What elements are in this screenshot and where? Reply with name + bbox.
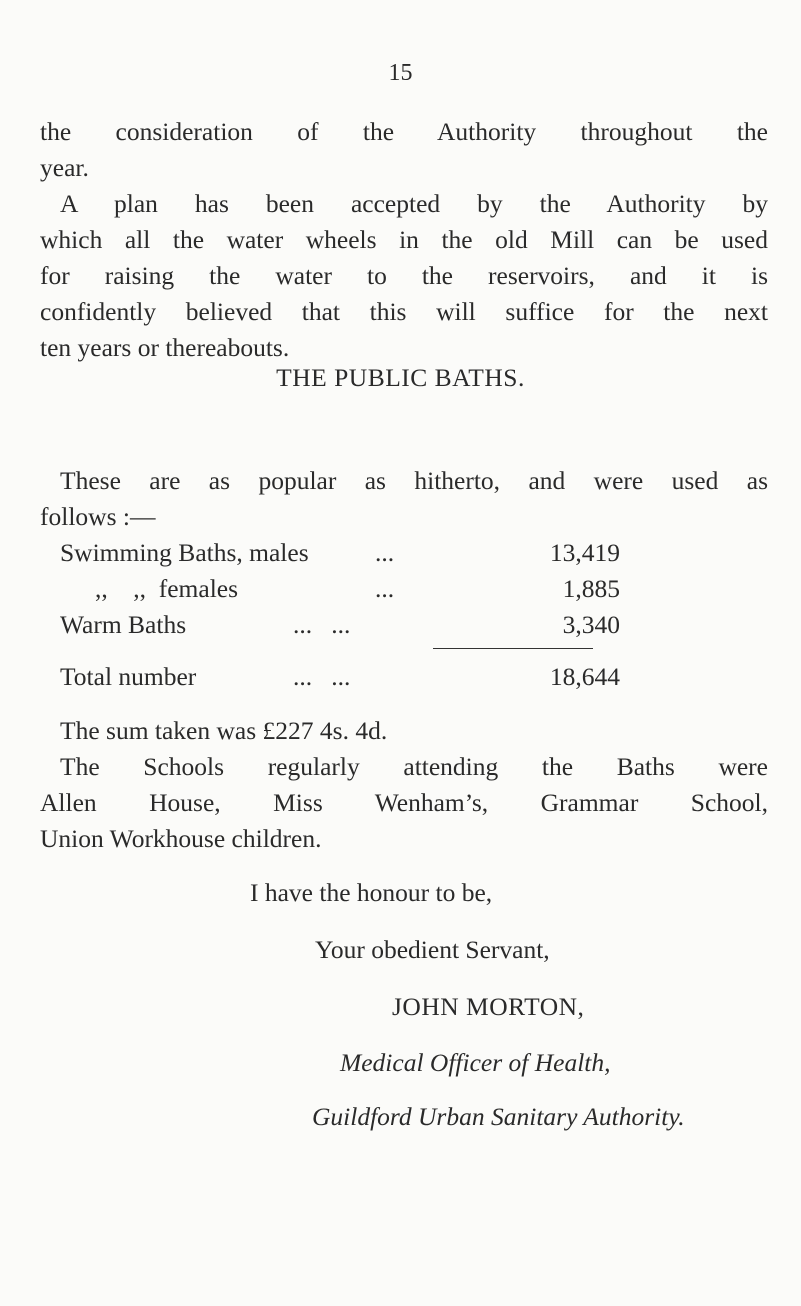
paragraph-baths	[40, 463, 768, 535]
baths-usage-table	[60, 535, 620, 643]
table-total-row	[60, 659, 620, 695]
text-line: These are as popular as hitherto, and were used as	[60, 466, 768, 495]
text-line: A plan has been accepted by the Authority by	[60, 189, 768, 218]
signature-title: Medical Officer of Health,	[340, 1048, 611, 1077]
sum-rule	[433, 648, 593, 649]
text-line: year.	[40, 153, 89, 182]
leader-dots: ...	[375, 574, 395, 603]
paragraph-plan	[40, 186, 768, 366]
row-label: Warm Baths	[60, 610, 187, 639]
text-line: Union Workhouse children.	[40, 824, 322, 853]
paragraph-schools	[40, 749, 768, 857]
text-line: for raising the water to the reservoirs, and it is	[40, 261, 768, 290]
leader-dots: ... ...	[293, 662, 351, 691]
signature-title: Guildford Urban Sanitary Authority.	[312, 1102, 685, 1131]
leader-dots: ...	[375, 538, 395, 567]
signature-name: JOHN MORTON,	[392, 992, 585, 1021]
closing-line: I have the honour to be,	[250, 878, 493, 907]
table-row	[60, 571, 620, 607]
total-label: Total number	[60, 662, 197, 691]
text-line: The Schools regularly attending the Baths were	[60, 752, 768, 781]
paragraph-intro	[40, 114, 768, 186]
text-line: ten years or thereabouts.	[40, 333, 290, 362]
leader-dots: ... ...	[293, 610, 351, 639]
total-value: 18,644	[549, 662, 620, 691]
text-line: the consideration of the Authority throughout the	[40, 117, 768, 146]
closing-line: Your obedient Servant,	[315, 935, 550, 964]
row-label: ,, ,, females	[95, 574, 239, 603]
text-line: which all the water wheels in the old Mill can be used	[40, 225, 768, 254]
page-number: 15	[388, 60, 413, 86]
text-line: Allen House, Miss Wenham’s, Grammar School,	[40, 788, 768, 817]
row-value: 1,885	[562, 574, 620, 603]
row-value: 3,340	[562, 610, 620, 639]
row-value: 13,419	[549, 538, 620, 567]
text-line: follows :—	[40, 502, 156, 531]
table-row	[60, 607, 620, 643]
section-heading: THE PUBLIC BATHS.	[276, 363, 525, 392]
text-line: confidently believed that this will suffice for the next	[40, 297, 768, 326]
text-line: The sum taken was £227 4s. 4d.	[60, 716, 388, 745]
paragraph-sum	[40, 713, 768, 749]
row-label: Swimming Baths, males	[60, 538, 309, 567]
table-row	[60, 535, 620, 571]
